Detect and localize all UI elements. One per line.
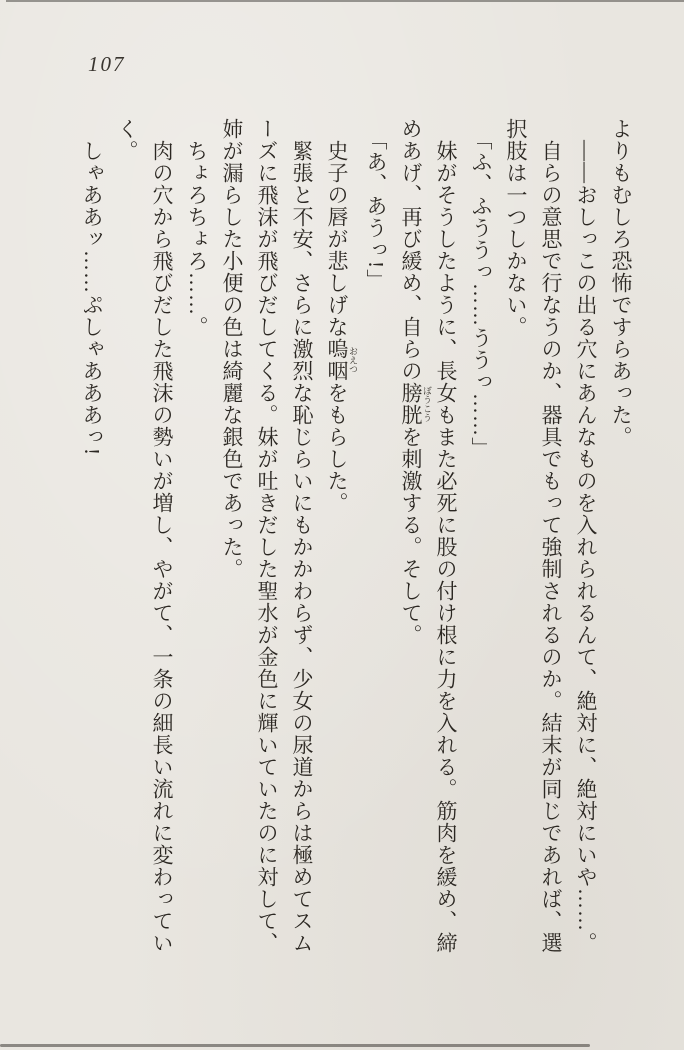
paragraph (214, 118, 319, 960)
paragraph (74, 118, 109, 960)
paragraph (568, 118, 603, 960)
text-run: を刺激する。そして。 (399, 426, 423, 646)
paragraph (319, 118, 358, 960)
ruby-base: 膀胱 ぼうこう (399, 382, 432, 426)
scan-edge-top (6, 0, 684, 2)
page-text (74, 118, 638, 960)
text-run: 妹がそうしたように、長女もまた必死に股の付け根に力を入れる。筋肉を緩め、締めあげ、再び緩め、自らの (399, 118, 458, 954)
paragraph (393, 118, 463, 960)
paragraph (498, 118, 568, 960)
scan-edge-bottom (0, 1044, 590, 1047)
text-run: しゃああッ……ぷしゃあああっ! (80, 140, 104, 456)
text-run: ――おしっこの出る穴にあんなものを入れられるんて、絶対に、絶対にいや……。 (574, 140, 598, 954)
paragraph (109, 118, 179, 960)
paragraph (463, 118, 498, 960)
paragraph (603, 118, 638, 960)
text-run: 「あ、あうっ!」 (364, 129, 388, 291)
text-run: ちょろちょろ……。 (185, 140, 209, 338)
ruby-annotation: ぼうこう (422, 382, 432, 426)
text-run: 自らの意思で行なうのか、器具でもって強制されるのか。結末が同じであれば、選択肢は一つしかない。 (504, 118, 563, 954)
page-number: 107 (88, 52, 126, 76)
paragraph (179, 118, 214, 960)
ruby-annotation: おえつ (348, 338, 358, 382)
text-run: をもらした。 (325, 382, 349, 514)
paragraph (358, 118, 393, 960)
ruby-base: 嗚咽 おえつ (325, 338, 358, 382)
text-run: 緊張と不安、さらに激烈な恥じらいにもかかわらず、少女の尿道からは極めてスムーズに飛沫が飛びだしてくる。妹が吐きだした聖水が金色に輝いていたのに対して、姉が漏らした小便の色は綺麗な銀色であった。 (220, 118, 314, 954)
text-run: 肉の穴から飛びだした飛沫の勢いが増し、やがて、一条の細長い流れに変わっていく。 (115, 118, 174, 954)
text-run: よりもむしろ恐怖ですらあった。 (609, 118, 633, 448)
text-run: 「ふ、ふううっ……ううっ……」 (469, 129, 493, 459)
text-run: 史子の唇が悲しげな (325, 140, 349, 338)
